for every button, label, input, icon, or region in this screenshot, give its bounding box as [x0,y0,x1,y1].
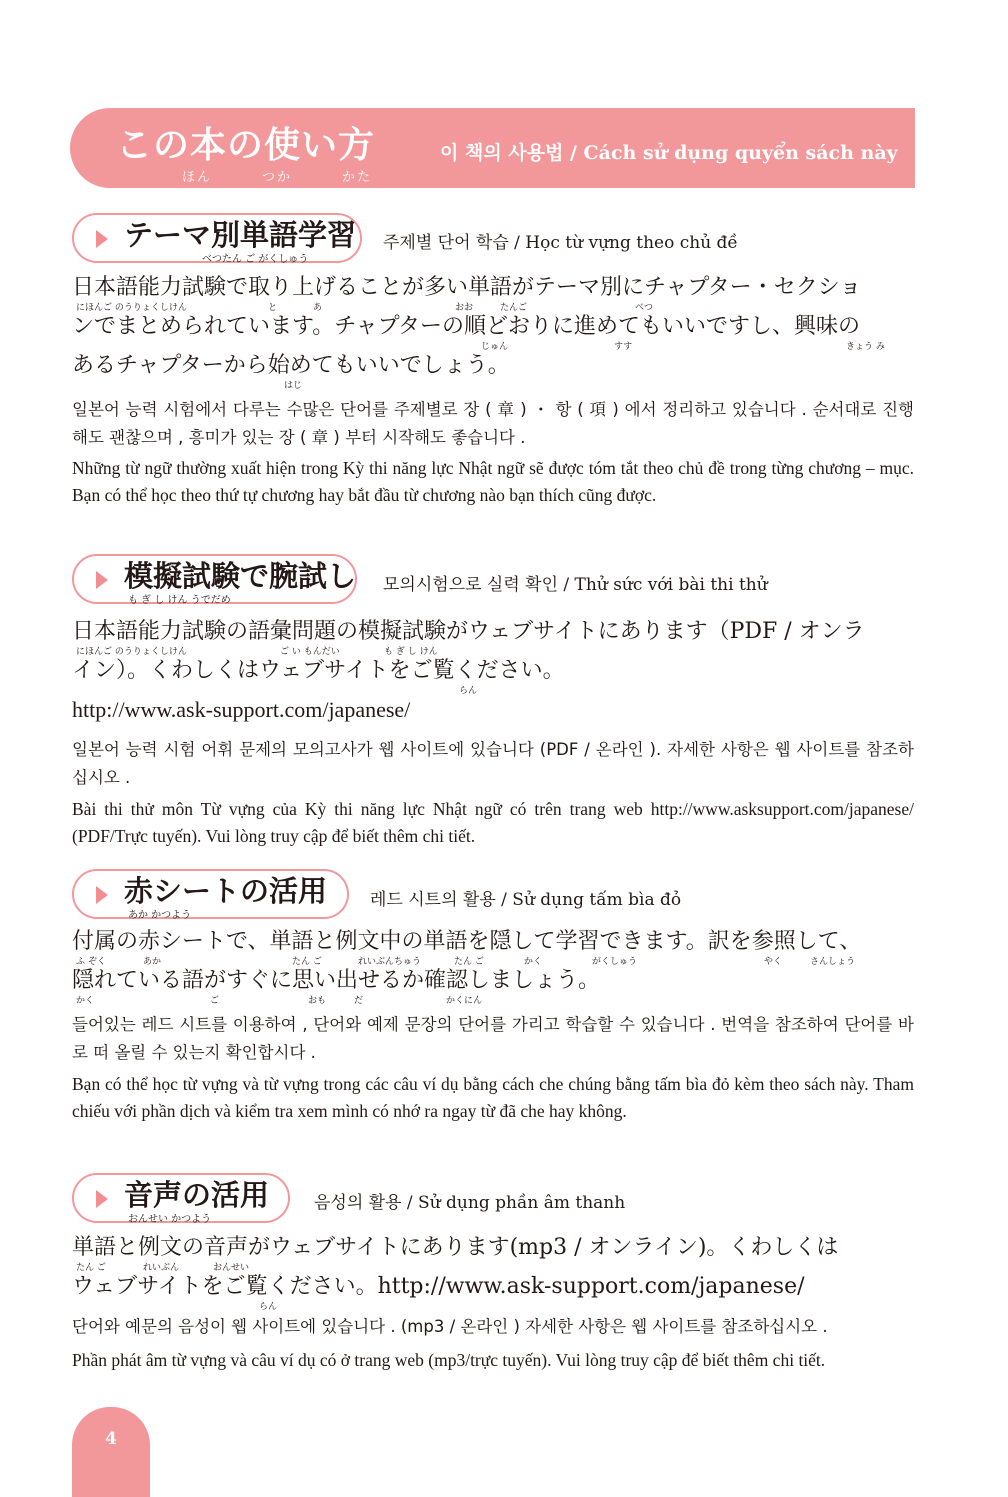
japanese-text-line: イン）。くわしくはウェブサイトをご覧ください。 [72,658,565,683]
furigana: かく [524,957,543,967]
japanese-text-line: ウェブサイトをご覧ください。http://www.ask-support.com/japanese/ [72,1274,805,1299]
korean-translation: 들어있는 레드 시트를 이용하여 , 단어와 예제 문장의 단어를 가리고 학습할 수 있습니다 . 번역을 참조하여 단어를 바로 떠 올릴 수 있는지 확인합시다 . [72,1015,914,1062]
title-ruby: かた [342,170,373,185]
japanese-text-line: 隠れている語がすぐに思い出せるか確認しましょう。 [72,968,601,993]
page-number-tab [72,1407,150,1497]
section-heading-pill [72,213,362,263]
furigana: やく [764,957,783,967]
furigana: と [268,303,278,313]
furigana: かくにん [446,996,483,1006]
section-heading-pill [72,1173,290,1223]
page-title: この本の使い方 [116,125,376,166]
furigana: ご [210,996,220,1006]
furigana: じゅん [481,342,509,352]
title-ruby: つか [262,170,293,185]
furigana: れいぶんちゅう [358,957,422,967]
section-heading: 音声の活用 [124,1178,270,1212]
furigana: れいぶん [143,1263,180,1273]
furigana: たん ご [76,1263,106,1273]
japanese-text-line: 付属の赤シートで、単語と例文中の単語を隠して学習できます。訳を参照して、 [72,929,862,954]
furigana: ご い もんだい [280,647,340,657]
furigana: あ [313,303,323,313]
japanese-text-line: ンでまとめられています。チャプターの順どおりに進めてもいいですし、興味の [72,314,861,339]
furigana: らん [459,686,478,696]
chapter-header-banner [70,108,915,188]
japanese-text-line: 日本語能力試験で取り上げることが多い単語がテーマ別にチャプター・セクショ [72,275,862,300]
furigana: はじ [284,381,303,391]
section-heading: 模擬試験で腕試し [124,559,357,593]
triangle-bullet-icon [96,1190,108,1208]
section-subtitle: 레드 시트의 활용 / Sử dụng tấm bìa đỏ [370,890,682,910]
furigana: すす [614,342,633,352]
furigana: さんしょう [810,957,856,967]
section-heading-ruby: も ぎ し けん うでだめ [128,595,231,606]
korean-translation: 단어와 예문의 음성이 웹 사이트에 있습니다 . (mp3 / 온라인 ) 자세한 사항은 웹 사이트를 참조하십시오 . [72,1317,828,1336]
korean-translation: 일본어 능력 시험에서 다루는 수많은 단어를 주제별로 장 ( 章 ) ・ 항 ( 項 ) 에서 정리하고 있습니다 . 순서대로 진행해도 괜찮으며 , 흥미가 있는 장 ( 章 ) 부터 시작해도 좋습니다 . [72,400,914,447]
furigana: おお [455,303,474,313]
japanese-text-line: 単語と例文の音声がウェブサイトにあります(mp3 / オンライン)。くわしくは [72,1235,839,1260]
furigana: だ [354,996,364,1006]
section-heading-ruby: べつたん ご がくしゅう [202,254,309,265]
furigana: たん ご [292,957,322,967]
page-subtitle: 이 책의 사용법 / Cách sử dụng quyển sách này [440,142,898,164]
furigana: きょう み [846,342,885,352]
furigana: たん ご [454,957,484,967]
section-subtitle: 주제별 단어 학습 / Học từ vựng theo chủ đề [383,233,738,253]
section-heading-pill [72,869,349,919]
furigana: がくしゅう [592,957,638,967]
section-subtitle: 모의시험으로 실력 확인 / Thử sức với bài thi thử [383,575,768,595]
triangle-bullet-icon [96,571,108,589]
furigana: おも [308,996,327,1006]
vietnamese-translation: Bài thi thử môn Từ vựng của Kỳ thi năng lực Nhật ngữ có trên trang web http://www.asksupport.com/japanese/ (PDF/Trực tuyến). Vui lòng truy cập để biết thêm chi tiết. [72,799,914,846]
furigana: にほんご のうりょくしけん [76,647,187,657]
furigana: あか [143,957,162,967]
furigana: かく [76,996,95,1006]
furigana: べつ [635,303,654,313]
korean-translation: 일본어 능력 시험 어휘 문제의 모의고사가 웹 사이트에 있습니다 (PDF / 온라인 ). 자세한 사항은 웹 사이트를 참조하십시오 . [72,740,914,787]
furigana: も ぎ し けん [384,647,438,657]
japanese-text-line: あるチャプターから始めてもいいでしょう。 [72,353,510,378]
section-heading-pill [72,554,357,604]
section-heading: テーマ別単語学習 [124,218,357,252]
furigana: おんせい [213,1263,250,1273]
section-heading-ruby: おんせい かつよう [128,1214,212,1225]
furigana: らん [259,1302,278,1312]
vietnamese-translation: Phần phát âm từ vựng và câu ví dụ có ở trang web (mp3/trực tuyến). Vui lòng truy cập để biết thêm chi tiết. [72,1350,826,1370]
section-subtitle: 음성의 활용 / Sử dụng phần âm thanh [314,1193,626,1213]
japanese-text-line: 日本語能力試験の語彙問題の模擬試験がウェブサイトにあります（PDF / オンラ [72,619,865,644]
title-ruby: ほん [182,170,213,185]
vietnamese-translation: Những từ ngữ thường xuất hiện trong Kỳ thi năng lực Nhật ngữ sẽ được tóm tắt theo chủ đề trong từng chương – mục. Bạn có thể học theo thứ tự chương hay bắt đầu từ chương nào bạn thích cũng được. [72,458,914,505]
triangle-bullet-icon [96,230,108,248]
triangle-bullet-icon [96,886,108,904]
section-heading-ruby: あか かつよう [128,910,192,921]
vietnamese-translation: Bạn có thể học từ vựng và từ vựng trong các câu ví dụ bằng cách che chúng bằng tấm bìa đỏ kèm theo sách này. Tham chiếu với phần dịch và kiểm tra xem mình có nhớ ra ngay từ đã che hay không. [72,1074,914,1121]
furigana: たんご [500,303,528,313]
furigana: ふ ぞく [76,957,106,967]
website-url: http://www.ask-support.com/japanese/ [72,697,411,722]
page-number: 4 [105,1429,117,1449]
section-heading: 赤シートの活用 [124,874,328,908]
furigana: にほんご のうりょくしけん [76,303,187,313]
